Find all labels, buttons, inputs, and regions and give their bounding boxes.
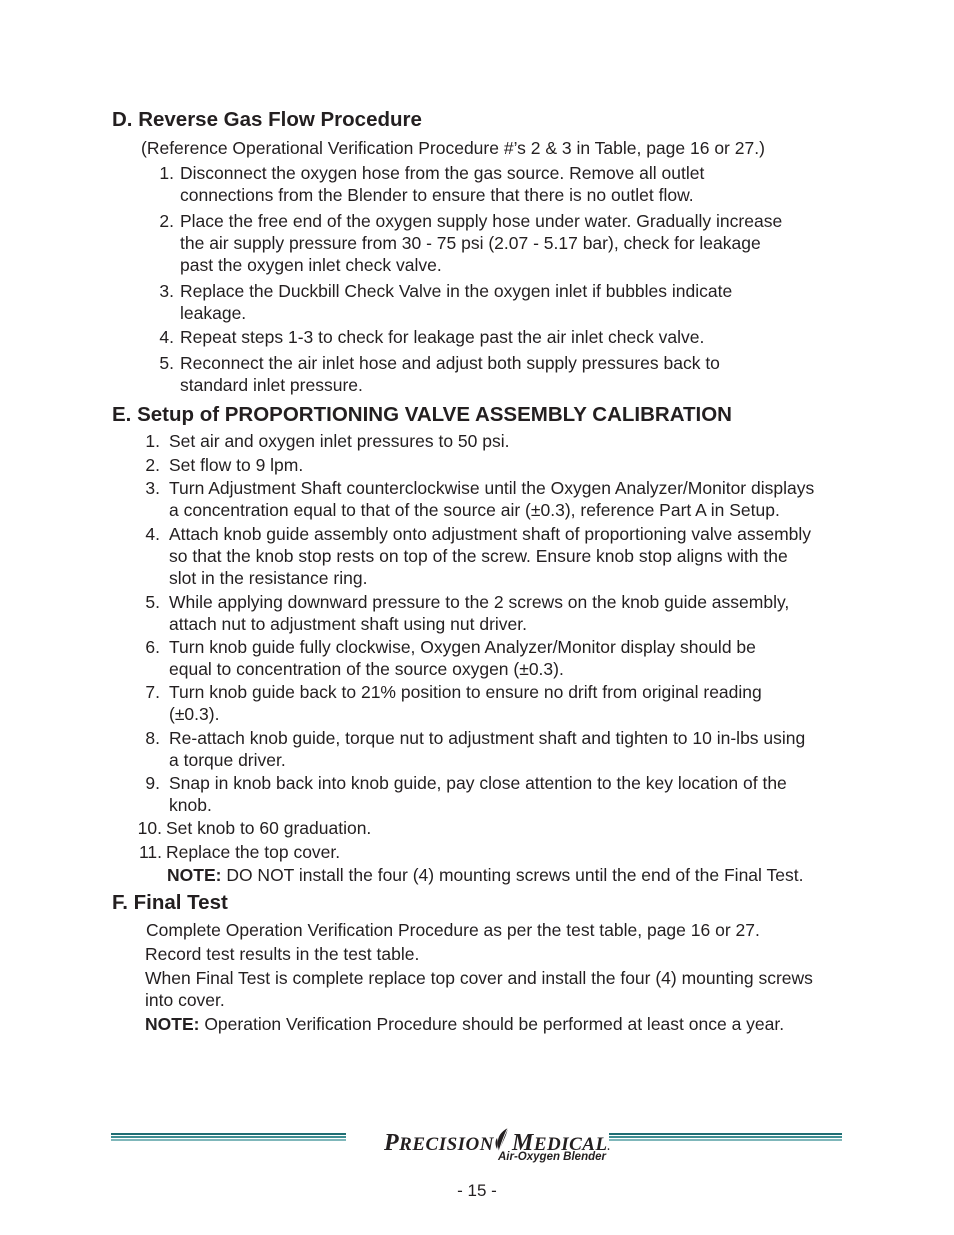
step-text: a torque driver. (169, 750, 286, 770)
note-text: DO NOT install the four (4) mounting screws until the end of the Final Test. (221, 865, 804, 885)
step-text: connections from the Blender to ensure that there is no outlet flow. (180, 185, 694, 205)
step-number: 11. (138, 842, 162, 862)
step-number: 5. (145, 592, 160, 612)
step-text: Set air and oxygen inlet pressures to 50 psi. (169, 431, 510, 451)
step-number: 4. (159, 327, 174, 347)
product-name: Air-Oxygen Blender (498, 1151, 606, 1163)
step-text: Place the free end of the oxygen supply hose under water. Gradually increase (180, 211, 783, 231)
step-text: Repeat steps 1-3 to check for leakage past the air inlet check valve. (180, 327, 705, 347)
section-f-note (145, 1013, 784, 1035)
step-number: 4. (145, 524, 160, 544)
step-text: attach nut to adjustment shaft using nut driver. (169, 614, 527, 634)
section-d-reference: (Reference Operational Verification Procedure #’s 2 & 3 in Table, page 16 or 27.) (141, 138, 765, 158)
step-text: (±0.3). (169, 704, 220, 724)
section-e-heading: E. Setup of PROPORTIONING VALVE ASSEMBLY CALIBRATION (112, 403, 732, 426)
step-text: equal to concentration of the source oxygen (±0.3). (169, 659, 564, 679)
step-text: leakage. (180, 303, 247, 323)
step-text: Set flow to 9 lpm. (169, 455, 304, 475)
step-text: standard inlet pressure. (180, 375, 363, 395)
step-text: Re-attach knob guide, torque nut to adjustment shaft and tighten to 10 in-lbs using (169, 728, 806, 748)
footer-rule-left (111, 1133, 346, 1141)
step-number: 2. (159, 211, 174, 231)
step-number: 1. (159, 163, 174, 183)
step-number: 9. (145, 773, 160, 793)
step-text: Disconnect the oxygen hose from the gas source. Remove all outlet (180, 163, 705, 183)
final-test-line: When Final Test is complete replace top cover and install the four (4) mounting screws (145, 968, 813, 988)
step-text: so that the knob stop rests on top of the screw. Ensure knob stop aligns with the (169, 546, 788, 566)
step-number: 10. (137, 818, 162, 838)
step-text: Turn Adjustment Shaft counterclockwise until the Oxygen Analyzer/Monitor displays (169, 478, 815, 498)
note-label: NOTE: (145, 1014, 200, 1034)
step-text: Replace the top cover. (166, 842, 341, 862)
note-label: NOTE: (167, 865, 222, 885)
step-number: 1. (145, 431, 160, 451)
leaf-icon (494, 1127, 512, 1153)
section-d-heading: D. Reverse Gas Flow Procedure (112, 108, 422, 131)
step-number: 2. (145, 455, 160, 475)
final-test-line: Complete Operation Verification Procedure as per the test table, page 16 or 27. (146, 920, 760, 940)
step-text: Turn knob guide fully clockwise, Oxygen Analyzer/Monitor display should be (169, 637, 756, 657)
final-test-line: Record test results in the test table. (145, 944, 420, 964)
step-text: slot in the resistance ring. (169, 568, 368, 588)
step-text: Turn knob guide back to 21% position to ensure no drift from original reading (169, 682, 762, 702)
step-number: 5. (159, 353, 174, 373)
step-text: Attach knob guide assembly onto adjustment shaft of proportioning valve assembly (169, 524, 812, 544)
step-text: knob. (169, 795, 212, 815)
section-f-heading: F. Final Test (112, 891, 228, 914)
final-test-line: into cover. (145, 990, 225, 1010)
precision-medical-logo: PRECISION MEDICAL. (384, 1127, 611, 1157)
step-text: Snap in knob back into knob guide, pay close attention to the key location of the (169, 773, 787, 793)
step-text: the air supply pressure from 30 - 75 psi (2.07 - 5.17 bar), check for leakage (180, 233, 761, 253)
step-text: Reconnect the air inlet hose and adjust both supply pressures back to (180, 353, 720, 373)
step-text: Set knob to 60 graduation. (166, 818, 372, 838)
step-number: 8. (145, 728, 160, 748)
step-number: 3. (145, 478, 160, 498)
step-text: past the oxygen inlet check valve. (180, 255, 442, 275)
step-text: While applying downward pressure to the 2 screws on the knob guide assembly, (169, 592, 790, 612)
note-text: Operation Verification Procedure should be performed at least once a year. (199, 1014, 785, 1034)
step-number: 3. (159, 281, 174, 301)
step-number: 7. (145, 682, 160, 702)
step-text: Replace the Duckbill Check Valve in the oxygen inlet if bubbles indicate (180, 281, 733, 301)
step-number: 6. (145, 637, 160, 657)
page-number: - 15 - (457, 1181, 497, 1200)
step-text: a concentration equal to that of the source air (±0.3), reference Part A in Setup. (169, 500, 780, 520)
section-e-note (167, 864, 803, 886)
footer-rule-right (609, 1133, 842, 1141)
